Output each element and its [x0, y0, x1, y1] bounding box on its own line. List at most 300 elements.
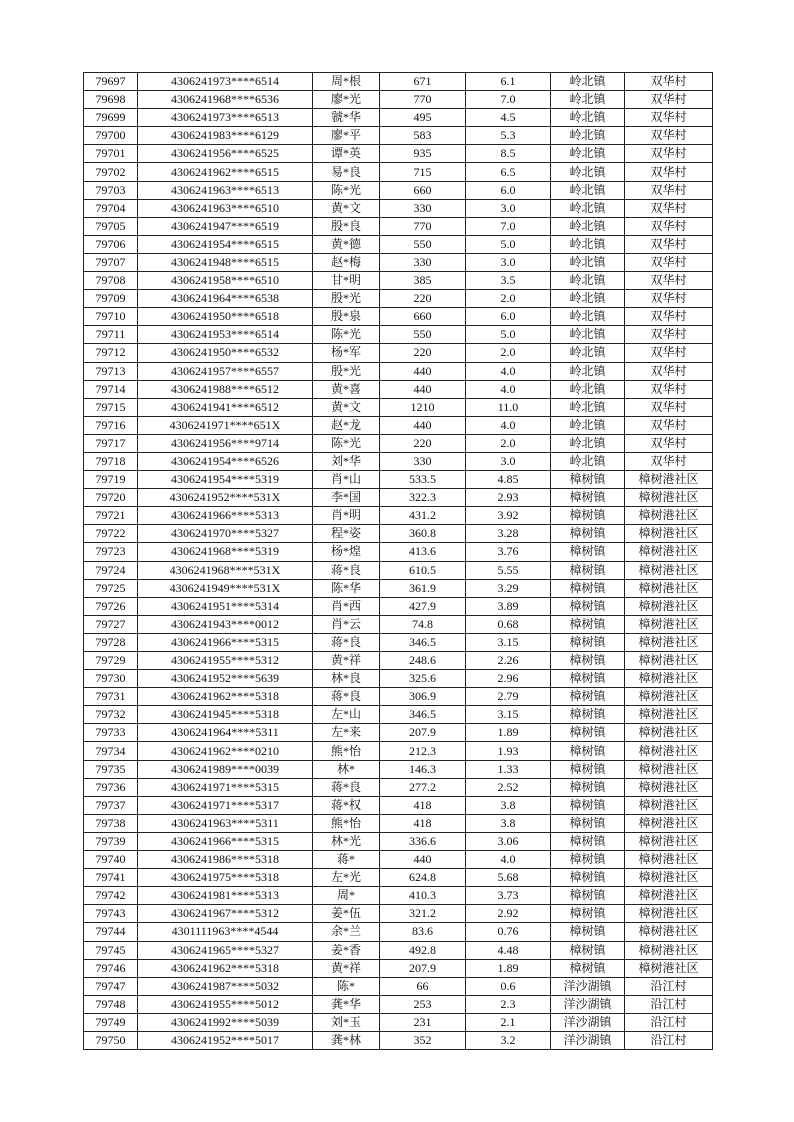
table-row — [84, 1031, 713, 1049]
amount-cell: 146.3 — [380, 760, 466, 778]
quantity-cell: 3.29 — [466, 579, 551, 597]
quantity-cell: 7.0 — [466, 217, 551, 235]
table-row — [84, 869, 713, 887]
table-row — [84, 525, 713, 543]
person-name-cell: 黄*德 — [313, 235, 380, 253]
quantity-cell: 2.0 — [466, 290, 551, 308]
amount-cell: 306.9 — [380, 688, 466, 706]
id-number-cell: 4306241981****5313 — [138, 887, 313, 905]
id-number-cell: 4306241952****531X — [138, 489, 313, 507]
quantity-cell: 2.0 — [466, 344, 551, 362]
village-cell: 双华村 — [625, 145, 713, 163]
amount-cell: 770 — [380, 91, 466, 109]
village-cell: 樟树港社区 — [625, 633, 713, 651]
table-row — [84, 814, 713, 832]
amount-cell: 770 — [380, 217, 466, 235]
table-row — [84, 959, 713, 977]
person-name-cell: 殷*光 — [313, 362, 380, 380]
amount-cell: 533.5 — [380, 471, 466, 489]
person-name-cell: 廖*平 — [313, 127, 380, 145]
amount-cell: 248.6 — [380, 652, 466, 670]
amount-cell: 74.8 — [380, 615, 466, 633]
town-cell: 洋沙湖镇 — [551, 1031, 625, 1049]
village-cell: 双华村 — [625, 398, 713, 416]
id-number-cell: 4306241950****6518 — [138, 308, 313, 326]
village-cell: 樟树港社区 — [625, 615, 713, 633]
town-cell: 岭北镇 — [551, 380, 625, 398]
person-name-cell: 陈*光 — [313, 326, 380, 344]
village-cell: 双华村 — [625, 181, 713, 199]
amount-cell: 207.9 — [380, 724, 466, 742]
serial-number-cell: 79750 — [84, 1031, 138, 1049]
village-cell: 樟树港社区 — [625, 724, 713, 742]
table-row — [84, 597, 713, 615]
quantity-cell: 6.5 — [466, 163, 551, 181]
table-row — [84, 199, 713, 217]
village-cell: 樟树港社区 — [625, 579, 713, 597]
table-row — [84, 760, 713, 778]
quantity-cell: 4.0 — [466, 362, 551, 380]
amount-cell: 66 — [380, 977, 466, 995]
town-cell: 岭北镇 — [551, 109, 625, 127]
village-cell: 樟树港社区 — [625, 489, 713, 507]
serial-number-cell: 79720 — [84, 489, 138, 507]
town-cell: 樟树镇 — [551, 814, 625, 832]
serial-number-cell: 79735 — [84, 760, 138, 778]
person-name-cell: 林*光 — [313, 832, 380, 850]
table-row — [84, 796, 713, 814]
table-row — [84, 941, 713, 959]
village-cell: 樟树港社区 — [625, 959, 713, 977]
id-number-cell: 4306241965****5327 — [138, 941, 313, 959]
village-cell: 双华村 — [625, 235, 713, 253]
town-cell: 樟树镇 — [551, 633, 625, 651]
village-cell: 双华村 — [625, 380, 713, 398]
quantity-cell: 3.92 — [466, 507, 551, 525]
table-row — [84, 362, 713, 380]
person-name-cell: 刘*玉 — [313, 1013, 380, 1031]
amount-cell: 418 — [380, 796, 466, 814]
table-row — [84, 507, 713, 525]
amount-cell: 212.3 — [380, 742, 466, 760]
person-name-cell: 肖*山 — [313, 471, 380, 489]
person-name-cell: 黄*喜 — [313, 380, 380, 398]
amount-cell: 330 — [380, 452, 466, 470]
person-name-cell: 陈*华 — [313, 579, 380, 597]
town-cell: 樟树镇 — [551, 778, 625, 796]
village-cell: 樟树港社区 — [625, 543, 713, 561]
serial-number-cell: 79700 — [84, 127, 138, 145]
person-name-cell: 谭*英 — [313, 145, 380, 163]
village-cell: 沿江村 — [625, 1013, 713, 1031]
village-cell: 樟树港社区 — [625, 851, 713, 869]
amount-cell: 231 — [380, 1013, 466, 1031]
id-number-cell: 4306241968****5319 — [138, 543, 313, 561]
village-cell: 樟树港社区 — [625, 814, 713, 832]
village-cell: 双华村 — [625, 163, 713, 181]
town-cell: 樟树镇 — [551, 887, 625, 905]
id-number-cell: 4306241968****531X — [138, 561, 313, 579]
town-cell: 樟树镇 — [551, 760, 625, 778]
serial-number-cell: 79725 — [84, 579, 138, 597]
person-name-cell: 蒋*权 — [313, 796, 380, 814]
id-number-cell: 4306241971****5315 — [138, 778, 313, 796]
table-row — [84, 851, 713, 869]
town-cell: 樟树镇 — [551, 941, 625, 959]
person-name-cell: 黄*祥 — [313, 959, 380, 977]
id-number-cell: 4306241941****6512 — [138, 398, 313, 416]
quantity-cell: 0.68 — [466, 615, 551, 633]
quantity-cell: 4.48 — [466, 941, 551, 959]
town-cell: 樟树镇 — [551, 688, 625, 706]
id-number-cell: 4306241971****5317 — [138, 796, 313, 814]
id-number-cell: 4306241963****6510 — [138, 199, 313, 217]
person-name-cell: 杨*煌 — [313, 543, 380, 561]
amount-cell: 440 — [380, 380, 466, 398]
id-number-cell: 4306241955****5312 — [138, 652, 313, 670]
table-row — [84, 778, 713, 796]
village-cell: 双华村 — [625, 290, 713, 308]
person-name-cell: 陈*光 — [313, 434, 380, 452]
town-cell: 岭北镇 — [551, 235, 625, 253]
quantity-cell: 7.0 — [466, 91, 551, 109]
village-cell: 樟树港社区 — [625, 778, 713, 796]
town-cell: 樟树镇 — [551, 507, 625, 525]
amount-cell: 220 — [380, 344, 466, 362]
person-name-cell: 周*根 — [313, 73, 380, 91]
table-row — [84, 290, 713, 308]
town-cell: 樟树镇 — [551, 561, 625, 579]
quantity-cell: 3.8 — [466, 814, 551, 832]
serial-number-cell: 79726 — [84, 597, 138, 615]
person-name-cell: 余*兰 — [313, 923, 380, 941]
village-cell: 双华村 — [625, 91, 713, 109]
table-row — [84, 688, 713, 706]
person-name-cell: 林*良 — [313, 670, 380, 688]
person-name-cell: 廖*光 — [313, 91, 380, 109]
town-cell: 樟树镇 — [551, 489, 625, 507]
town-cell: 樟树镇 — [551, 525, 625, 543]
town-cell: 岭北镇 — [551, 362, 625, 380]
quantity-cell: 4.0 — [466, 380, 551, 398]
serial-number-cell: 79727 — [84, 615, 138, 633]
quantity-cell: 0.6 — [466, 977, 551, 995]
serial-number-cell: 79730 — [84, 670, 138, 688]
quantity-cell: 2.52 — [466, 778, 551, 796]
town-cell: 樟树镇 — [551, 724, 625, 742]
quantity-cell: 4.0 — [466, 416, 551, 434]
quantity-cell: 3.89 — [466, 597, 551, 615]
quantity-cell: 3.73 — [466, 887, 551, 905]
table-row — [84, 923, 713, 941]
serial-number-cell: 79715 — [84, 398, 138, 416]
town-cell: 樟树镇 — [551, 959, 625, 977]
amount-cell: 935 — [380, 145, 466, 163]
table-row — [84, 181, 713, 199]
id-number-cell: 4306241956****9714 — [138, 434, 313, 452]
id-number-cell: 4301111963****4544 — [138, 923, 313, 941]
id-number-cell: 4306241967****5312 — [138, 905, 313, 923]
quantity-cell: 2.79 — [466, 688, 551, 706]
quantity-cell: 5.55 — [466, 561, 551, 579]
village-cell: 双华村 — [625, 127, 713, 145]
id-number-cell: 4306241962****5318 — [138, 688, 313, 706]
id-number-cell: 4306241957****6557 — [138, 362, 313, 380]
id-number-cell: 4306241988****6512 — [138, 380, 313, 398]
table-row — [84, 977, 713, 995]
serial-number-cell: 79728 — [84, 633, 138, 651]
table-row — [84, 73, 713, 91]
amount-cell: 385 — [380, 272, 466, 290]
amount-cell: 321.2 — [380, 905, 466, 923]
id-number-cell: 4306241992****5039 — [138, 1013, 313, 1031]
amount-cell: 440 — [380, 416, 466, 434]
amount-cell: 346.5 — [380, 633, 466, 651]
amount-cell: 336.6 — [380, 832, 466, 850]
amount-cell: 550 — [380, 326, 466, 344]
person-name-cell: 姜*香 — [313, 941, 380, 959]
quantity-cell: 3.2 — [466, 1031, 551, 1049]
table-row — [84, 217, 713, 235]
id-number-cell: 4306241945****5318 — [138, 706, 313, 724]
serial-number-cell: 79716 — [84, 416, 138, 434]
village-cell: 双华村 — [625, 326, 713, 344]
table-row — [84, 127, 713, 145]
serial-number-cell: 79702 — [84, 163, 138, 181]
table-row — [84, 272, 713, 290]
amount-cell: 253 — [380, 995, 466, 1013]
id-number-cell: 4306241958****6510 — [138, 272, 313, 290]
amount-cell: 207.9 — [380, 959, 466, 977]
quantity-cell: 2.96 — [466, 670, 551, 688]
quantity-cell: 2.1 — [466, 1013, 551, 1031]
serial-number-cell: 79741 — [84, 869, 138, 887]
amount-cell: 1210 — [380, 398, 466, 416]
quantity-cell: 3.0 — [466, 452, 551, 470]
serial-number-cell: 79699 — [84, 109, 138, 127]
serial-number-cell: 79704 — [84, 199, 138, 217]
id-number-cell: 4306241955****5012 — [138, 995, 313, 1013]
quantity-cell: 3.15 — [466, 706, 551, 724]
table-row — [84, 995, 713, 1013]
village-cell: 樟树港社区 — [625, 561, 713, 579]
town-cell: 樟树镇 — [551, 851, 625, 869]
person-name-cell: 殷*光 — [313, 290, 380, 308]
person-name-cell: 熊*怡 — [313, 742, 380, 760]
table-row — [84, 633, 713, 651]
serial-number-cell: 79714 — [84, 380, 138, 398]
amount-cell: 610.5 — [380, 561, 466, 579]
serial-number-cell: 79745 — [84, 941, 138, 959]
table-row — [84, 670, 713, 688]
quantity-cell: 5.0 — [466, 235, 551, 253]
id-number-cell: 4306241964****6538 — [138, 290, 313, 308]
amount-cell: 418 — [380, 814, 466, 832]
id-number-cell: 4306241987****5032 — [138, 977, 313, 995]
village-cell: 樟树港社区 — [625, 742, 713, 760]
quantity-cell: 6.0 — [466, 308, 551, 326]
amount-cell: 220 — [380, 290, 466, 308]
quantity-cell: 3.76 — [466, 543, 551, 561]
table-row — [84, 434, 713, 452]
person-name-cell: 熊*怡 — [313, 814, 380, 832]
quantity-cell: 6.1 — [466, 73, 551, 91]
village-cell: 樟树港社区 — [625, 706, 713, 724]
serial-number-cell: 79697 — [84, 73, 138, 91]
town-cell: 岭北镇 — [551, 91, 625, 109]
serial-number-cell: 79749 — [84, 1013, 138, 1031]
person-name-cell: 陈* — [313, 977, 380, 995]
serial-number-cell: 79698 — [84, 91, 138, 109]
village-cell: 双华村 — [625, 272, 713, 290]
id-number-cell: 4306241949****531X — [138, 579, 313, 597]
person-name-cell: 蒋*良 — [313, 633, 380, 651]
person-name-cell: 姜*伍 — [313, 905, 380, 923]
id-number-cell: 4306241954****6526 — [138, 452, 313, 470]
town-cell: 岭北镇 — [551, 181, 625, 199]
village-cell: 双华村 — [625, 434, 713, 452]
village-cell: 樟树港社区 — [625, 923, 713, 941]
serial-number-cell: 79711 — [84, 326, 138, 344]
id-number-cell: 4306241983****6129 — [138, 127, 313, 145]
table-row — [84, 615, 713, 633]
amount-cell: 352 — [380, 1031, 466, 1049]
town-cell: 樟树镇 — [551, 905, 625, 923]
amount-cell: 671 — [380, 73, 466, 91]
table-row — [84, 652, 713, 670]
table-row — [84, 308, 713, 326]
serial-number-cell: 79743 — [84, 905, 138, 923]
id-number-cell: 4306241963****6513 — [138, 181, 313, 199]
table-row — [84, 471, 713, 489]
serial-number-cell: 79707 — [84, 253, 138, 271]
village-cell: 双华村 — [625, 199, 713, 217]
table-row — [84, 1013, 713, 1031]
village-cell: 樟树港社区 — [625, 688, 713, 706]
serial-number-cell: 79721 — [84, 507, 138, 525]
town-cell: 岭北镇 — [551, 398, 625, 416]
town-cell: 樟树镇 — [551, 471, 625, 489]
serial-number-cell: 79738 — [84, 814, 138, 832]
serial-number-cell: 79710 — [84, 308, 138, 326]
amount-cell: 83.6 — [380, 923, 466, 941]
village-cell: 双华村 — [625, 109, 713, 127]
id-number-cell: 4306241966****5315 — [138, 633, 313, 651]
quantity-cell: 3.28 — [466, 525, 551, 543]
village-cell: 沿江村 — [625, 995, 713, 1013]
village-cell: 樟树港社区 — [625, 796, 713, 814]
person-name-cell: 程*姿 — [313, 525, 380, 543]
quantity-cell: 1.33 — [466, 760, 551, 778]
village-cell: 双华村 — [625, 362, 713, 380]
serial-number-cell: 79708 — [84, 272, 138, 290]
quantity-cell: 2.26 — [466, 652, 551, 670]
person-name-cell: 蒋*良 — [313, 778, 380, 796]
person-name-cell: 刘*华 — [313, 452, 380, 470]
town-cell: 樟树镇 — [551, 742, 625, 760]
village-cell: 樟树港社区 — [625, 760, 713, 778]
table-row — [84, 905, 713, 923]
amount-cell: 440 — [380, 362, 466, 380]
quantity-cell: 3.15 — [466, 633, 551, 651]
person-name-cell: 左*来 — [313, 724, 380, 742]
amount-cell: 330 — [380, 199, 466, 217]
person-name-cell: 龚*林 — [313, 1031, 380, 1049]
person-name-cell: 易*良 — [313, 163, 380, 181]
town-cell: 樟树镇 — [551, 543, 625, 561]
person-name-cell: 殷*泉 — [313, 308, 380, 326]
table-row — [84, 398, 713, 416]
village-cell: 樟树港社区 — [625, 597, 713, 615]
amount-cell: 440 — [380, 851, 466, 869]
village-cell: 樟树港社区 — [625, 832, 713, 850]
village-cell: 樟树港社区 — [625, 887, 713, 905]
id-number-cell: 4306241966****5313 — [138, 507, 313, 525]
amount-cell: 277.2 — [380, 778, 466, 796]
person-name-cell: 周* — [313, 887, 380, 905]
person-name-cell: 李*国 — [313, 489, 380, 507]
town-cell: 岭北镇 — [551, 127, 625, 145]
table-row — [84, 543, 713, 561]
town-cell: 岭北镇 — [551, 73, 625, 91]
person-name-cell: 林* — [313, 760, 380, 778]
person-name-cell: 黄*祥 — [313, 652, 380, 670]
quantity-cell: 3.06 — [466, 832, 551, 850]
village-cell: 双华村 — [625, 217, 713, 235]
person-name-cell: 黄*文 — [313, 199, 380, 217]
serial-number-cell: 79705 — [84, 217, 138, 235]
town-cell: 岭北镇 — [551, 344, 625, 362]
table-row — [84, 489, 713, 507]
quantity-cell: 5.0 — [466, 326, 551, 344]
village-cell: 双华村 — [625, 308, 713, 326]
amount-cell: 495 — [380, 109, 466, 127]
town-cell: 岭北镇 — [551, 217, 625, 235]
amount-cell: 410.3 — [380, 887, 466, 905]
table-row — [84, 163, 713, 181]
person-name-cell: 肖*云 — [313, 615, 380, 633]
quantity-cell: 4.85 — [466, 471, 551, 489]
town-cell: 樟树镇 — [551, 615, 625, 633]
id-number-cell: 4306241952****5017 — [138, 1031, 313, 1049]
id-number-cell: 4306241975****5318 — [138, 869, 313, 887]
amount-cell: 220 — [380, 434, 466, 452]
id-number-cell: 4306241947****6519 — [138, 217, 313, 235]
amount-cell: 660 — [380, 181, 466, 199]
person-name-cell: 虢*华 — [313, 109, 380, 127]
id-number-cell: 4306241954****5319 — [138, 471, 313, 489]
serial-number-cell: 79744 — [84, 923, 138, 941]
id-number-cell: 4306241973****6514 — [138, 73, 313, 91]
serial-number-cell: 79709 — [84, 290, 138, 308]
town-cell: 樟树镇 — [551, 579, 625, 597]
amount-cell: 660 — [380, 308, 466, 326]
id-number-cell: 4306241971****651X — [138, 416, 313, 434]
serial-number-cell: 79713 — [84, 362, 138, 380]
amount-cell: 427.9 — [380, 597, 466, 615]
town-cell: 岭北镇 — [551, 290, 625, 308]
id-number-cell: 4306241950****6532 — [138, 344, 313, 362]
amount-cell: 431.2 — [380, 507, 466, 525]
quantity-cell: 1.89 — [466, 959, 551, 977]
town-cell: 岭北镇 — [551, 434, 625, 452]
village-cell: 樟树港社区 — [625, 471, 713, 489]
id-number-cell: 4306241970****5327 — [138, 525, 313, 543]
serial-number-cell: 79736 — [84, 778, 138, 796]
serial-number-cell: 79723 — [84, 543, 138, 561]
quantity-cell: 1.89 — [466, 724, 551, 742]
town-cell: 樟树镇 — [551, 597, 625, 615]
